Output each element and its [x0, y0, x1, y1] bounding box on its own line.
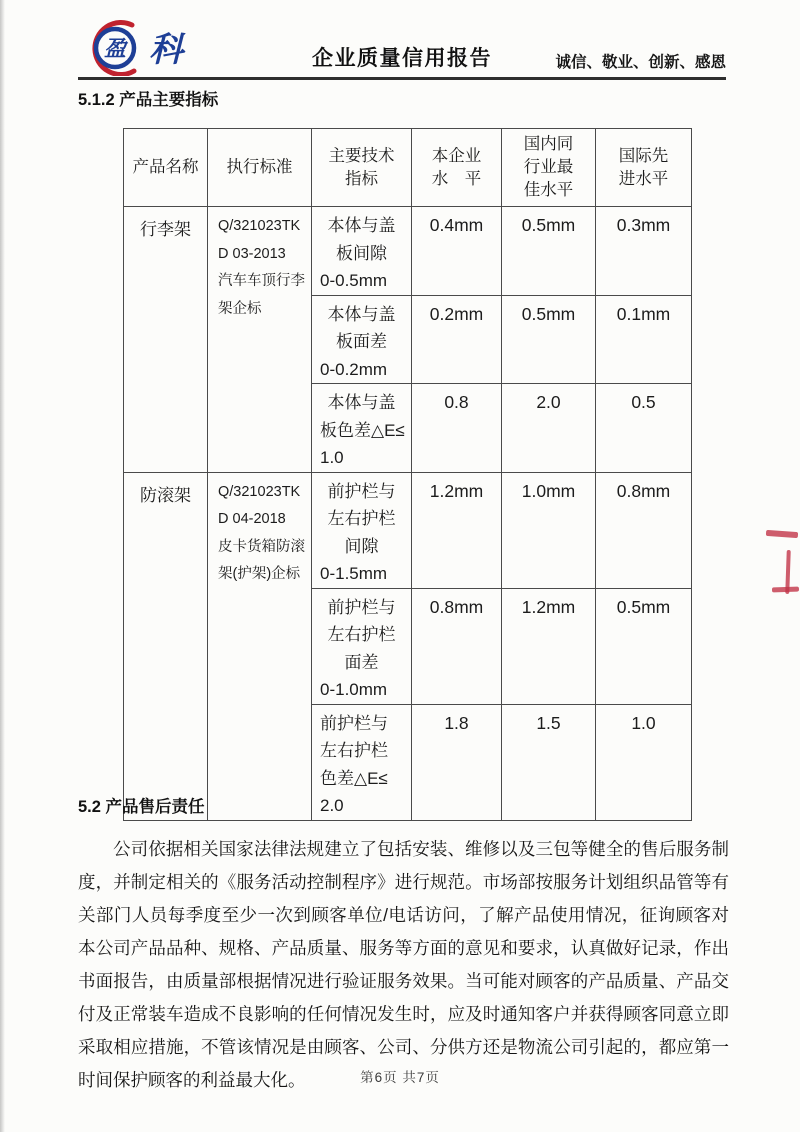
standard-cell: Q/321023TK D 04-2018 皮卡货箱防滚 架(护架)企标: [208, 472, 312, 820]
aftersales-paragraph: 公司依据相关国家法律法规建立了包括安装、维修以及三包等健全的售后服务制度，并制定相关的《服务活动控制程序》进行规范。市场部按服务计划组织品管等有关部门人员每季度至少一次到顾客单位/电话访问，了解产品使用情况，征询顾客对本公司产品品种、规格、产品质量、服务等方面的意见和要求，认真做好记录，作出书面报告，由质量部根据情况进行验证服务效果。当可能对顾客的产品质量、产品交付及正常装车造成不良影响的任何情况发生时，应及时通知客户并获得顾客同意立即采取相应措施，不管该情况是由顾客、公司、分供方还是物流公司引起的，都应第一时间保护顾客的利益最大化。: [78, 839, 729, 1090]
page-footer: 第6页 共7页: [360, 1070, 440, 1085]
domestic-best-cell: 1.2mm: [502, 588, 596, 704]
international-level-cell: 0.5mm: [596, 588, 692, 704]
column-header: 国际先 进水平: [596, 129, 692, 207]
indicator-cell: 前护栏与 左右护栏 色差△E≤ 2.0: [312, 704, 412, 820]
column-header: 产品名称: [124, 129, 208, 207]
column-header: 国内同 行业最 佳水平: [502, 129, 596, 207]
company-level-cell: 0.2mm: [412, 295, 502, 384]
international-level-cell: 0.3mm: [596, 207, 692, 296]
column-header: 主要技术 指标: [312, 129, 412, 207]
company-logo: [82, 20, 208, 76]
company-slogan: 诚信、敬业、创新、感恩: [555, 54, 726, 71]
international-level-cell: 1.0: [596, 704, 692, 820]
red-stamp-mark-bottom: [772, 587, 799, 593]
international-level-cell: 0.1mm: [596, 295, 692, 384]
standard-cell: Q/321023TK D 03-2013 汽车车顶行李 架企标: [208, 207, 312, 473]
scan-edge: [0, 0, 5, 1132]
section-heading-512: 5.1.2 产品主要指标: [78, 91, 219, 109]
section-heading-52: 5.2 产品售后责任: [78, 798, 205, 816]
company-level-cell: 0.4mm: [412, 207, 502, 296]
report-title: 企业质量信用报告: [312, 47, 492, 70]
indicator-cell: 本体与盖 板面差 0-0.2mm: [312, 295, 412, 384]
domestic-best-cell: 0.5mm: [502, 207, 596, 296]
column-header: 本企业 水 平: [412, 129, 502, 207]
red-stamp-mark-top: [766, 530, 798, 538]
company-level-cell: 1.2mm: [412, 472, 502, 588]
indicator-cell: 前护栏与 左右护栏 面差 0-1.0mm: [312, 588, 412, 704]
indicator-cell: 前护栏与 左右护栏 间隙 0-1.5mm: [312, 472, 412, 588]
company-level-cell: 1.8: [412, 704, 502, 820]
indicator-cell: 本体与盖 板间隙 0-0.5mm: [312, 207, 412, 296]
domestic-best-cell: 1.5: [502, 704, 596, 820]
table-header-row: [124, 129, 692, 207]
international-level-cell: 0.5: [596, 384, 692, 473]
page-header: [78, 12, 726, 78]
domestic-best-cell: 2.0: [502, 384, 596, 473]
table-row: [124, 207, 692, 296]
indicators-table-wrap: [123, 128, 692, 821]
company-level-cell: 0.8mm: [412, 588, 502, 704]
logo-ring-icon: [82, 20, 208, 76]
table-row: [124, 472, 692, 588]
product-name-cell: 防滚架: [124, 472, 208, 820]
logo-char-ying: 盈: [103, 36, 127, 61]
company-level-cell: 0.8: [412, 384, 502, 473]
indicator-cell: 本体与盖 板色差△E≤ 1.0: [312, 384, 412, 473]
header-rule: [78, 77, 726, 80]
indicators-table: [123, 128, 692, 821]
international-level-cell: 0.8mm: [596, 472, 692, 588]
domestic-best-cell: 0.5mm: [502, 295, 596, 384]
column-header: 执行标准: [208, 129, 312, 207]
table-body: [124, 207, 692, 821]
product-name-cell: 行李架: [124, 207, 208, 473]
domestic-best-cell: 1.0mm: [502, 472, 596, 588]
logo-char-ke: 科: [149, 31, 183, 69]
